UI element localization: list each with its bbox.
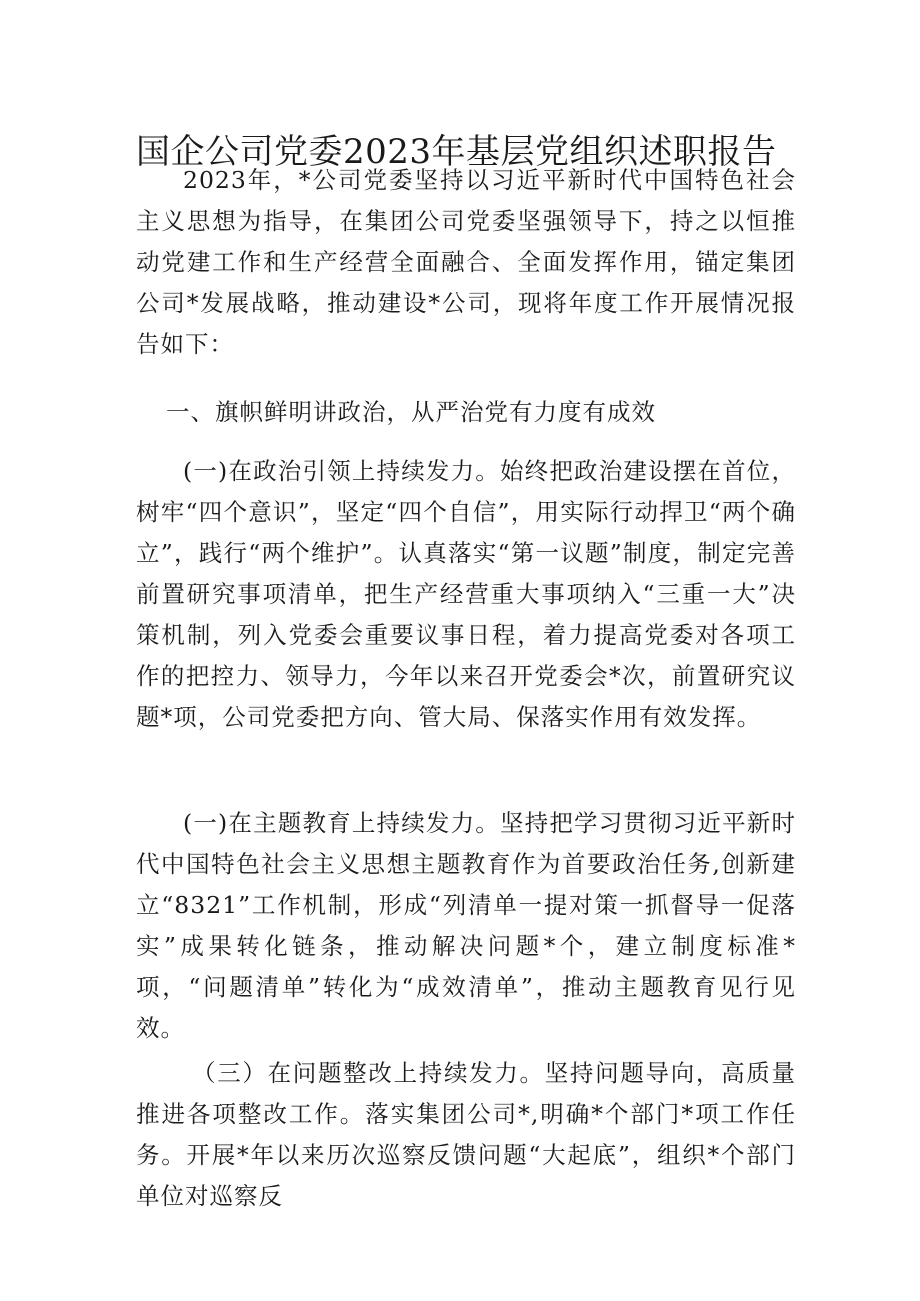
paragraph-rectification: （三）在问题整改上持续发力。坚持问题导向，高质量推进各项整改工作。落实集团公司*,明确*个部门*项工作任务。开展*年以来历次巡察反馈问题“大起底”，组织*个部门单位对巡察反 <box>136 1059 796 1210</box>
intro-paragraph: 2023年，*公司党委坚持以习近平新时代中国特色社会主义思想为指导，在集团公司党委坚强领导下，持之以恒推动党建工作和生产经营全面融合、全面发挥作用，锚定集团公司*发展战略，推动建设*公司，现将年度工作开展情况报告如下： <box>136 166 796 358</box>
document-title: 国企公司党委2023年基层党组织述职报告 <box>136 132 777 172</box>
section-heading: 一、旗帜鲜明讲政治，从严治党有力度有成效 <box>166 398 656 426</box>
paragraph-theme-education: (一)在主题教育上持续发力。坚持把学习贯彻习近平新时代中国特色社会主义思想主题教育作为首要政治任务,创新建立“8321”工作机制，形成“列清单一提对策一抓督导一促落实”成果转化链条，推动解决问题*个，建立制度标准*项，“问题清单”转化为“成效清单”，推动主题教育见行见效。 <box>136 809 796 1042</box>
paragraph-political-guidance: (一)在政治引领上持续发力。始终把政治建设摆在首位，树牢“四个意识”，坚定“四个自信”，用实际行动捍卫“两个确立”，践行“两个维护”。认真落实“第一议题”制度，制定完善前置研究事项清单，把生产经营重大事项纳入“三重一大”决策机制，列入党委会重要议事日程，着力提高党委对各项工作的把控力、领导力，今年以来召开党委会*次，前置研究议题*项，公司党委把方向、管大局、保落实作用有效发挥。 <box>136 457 796 731</box>
